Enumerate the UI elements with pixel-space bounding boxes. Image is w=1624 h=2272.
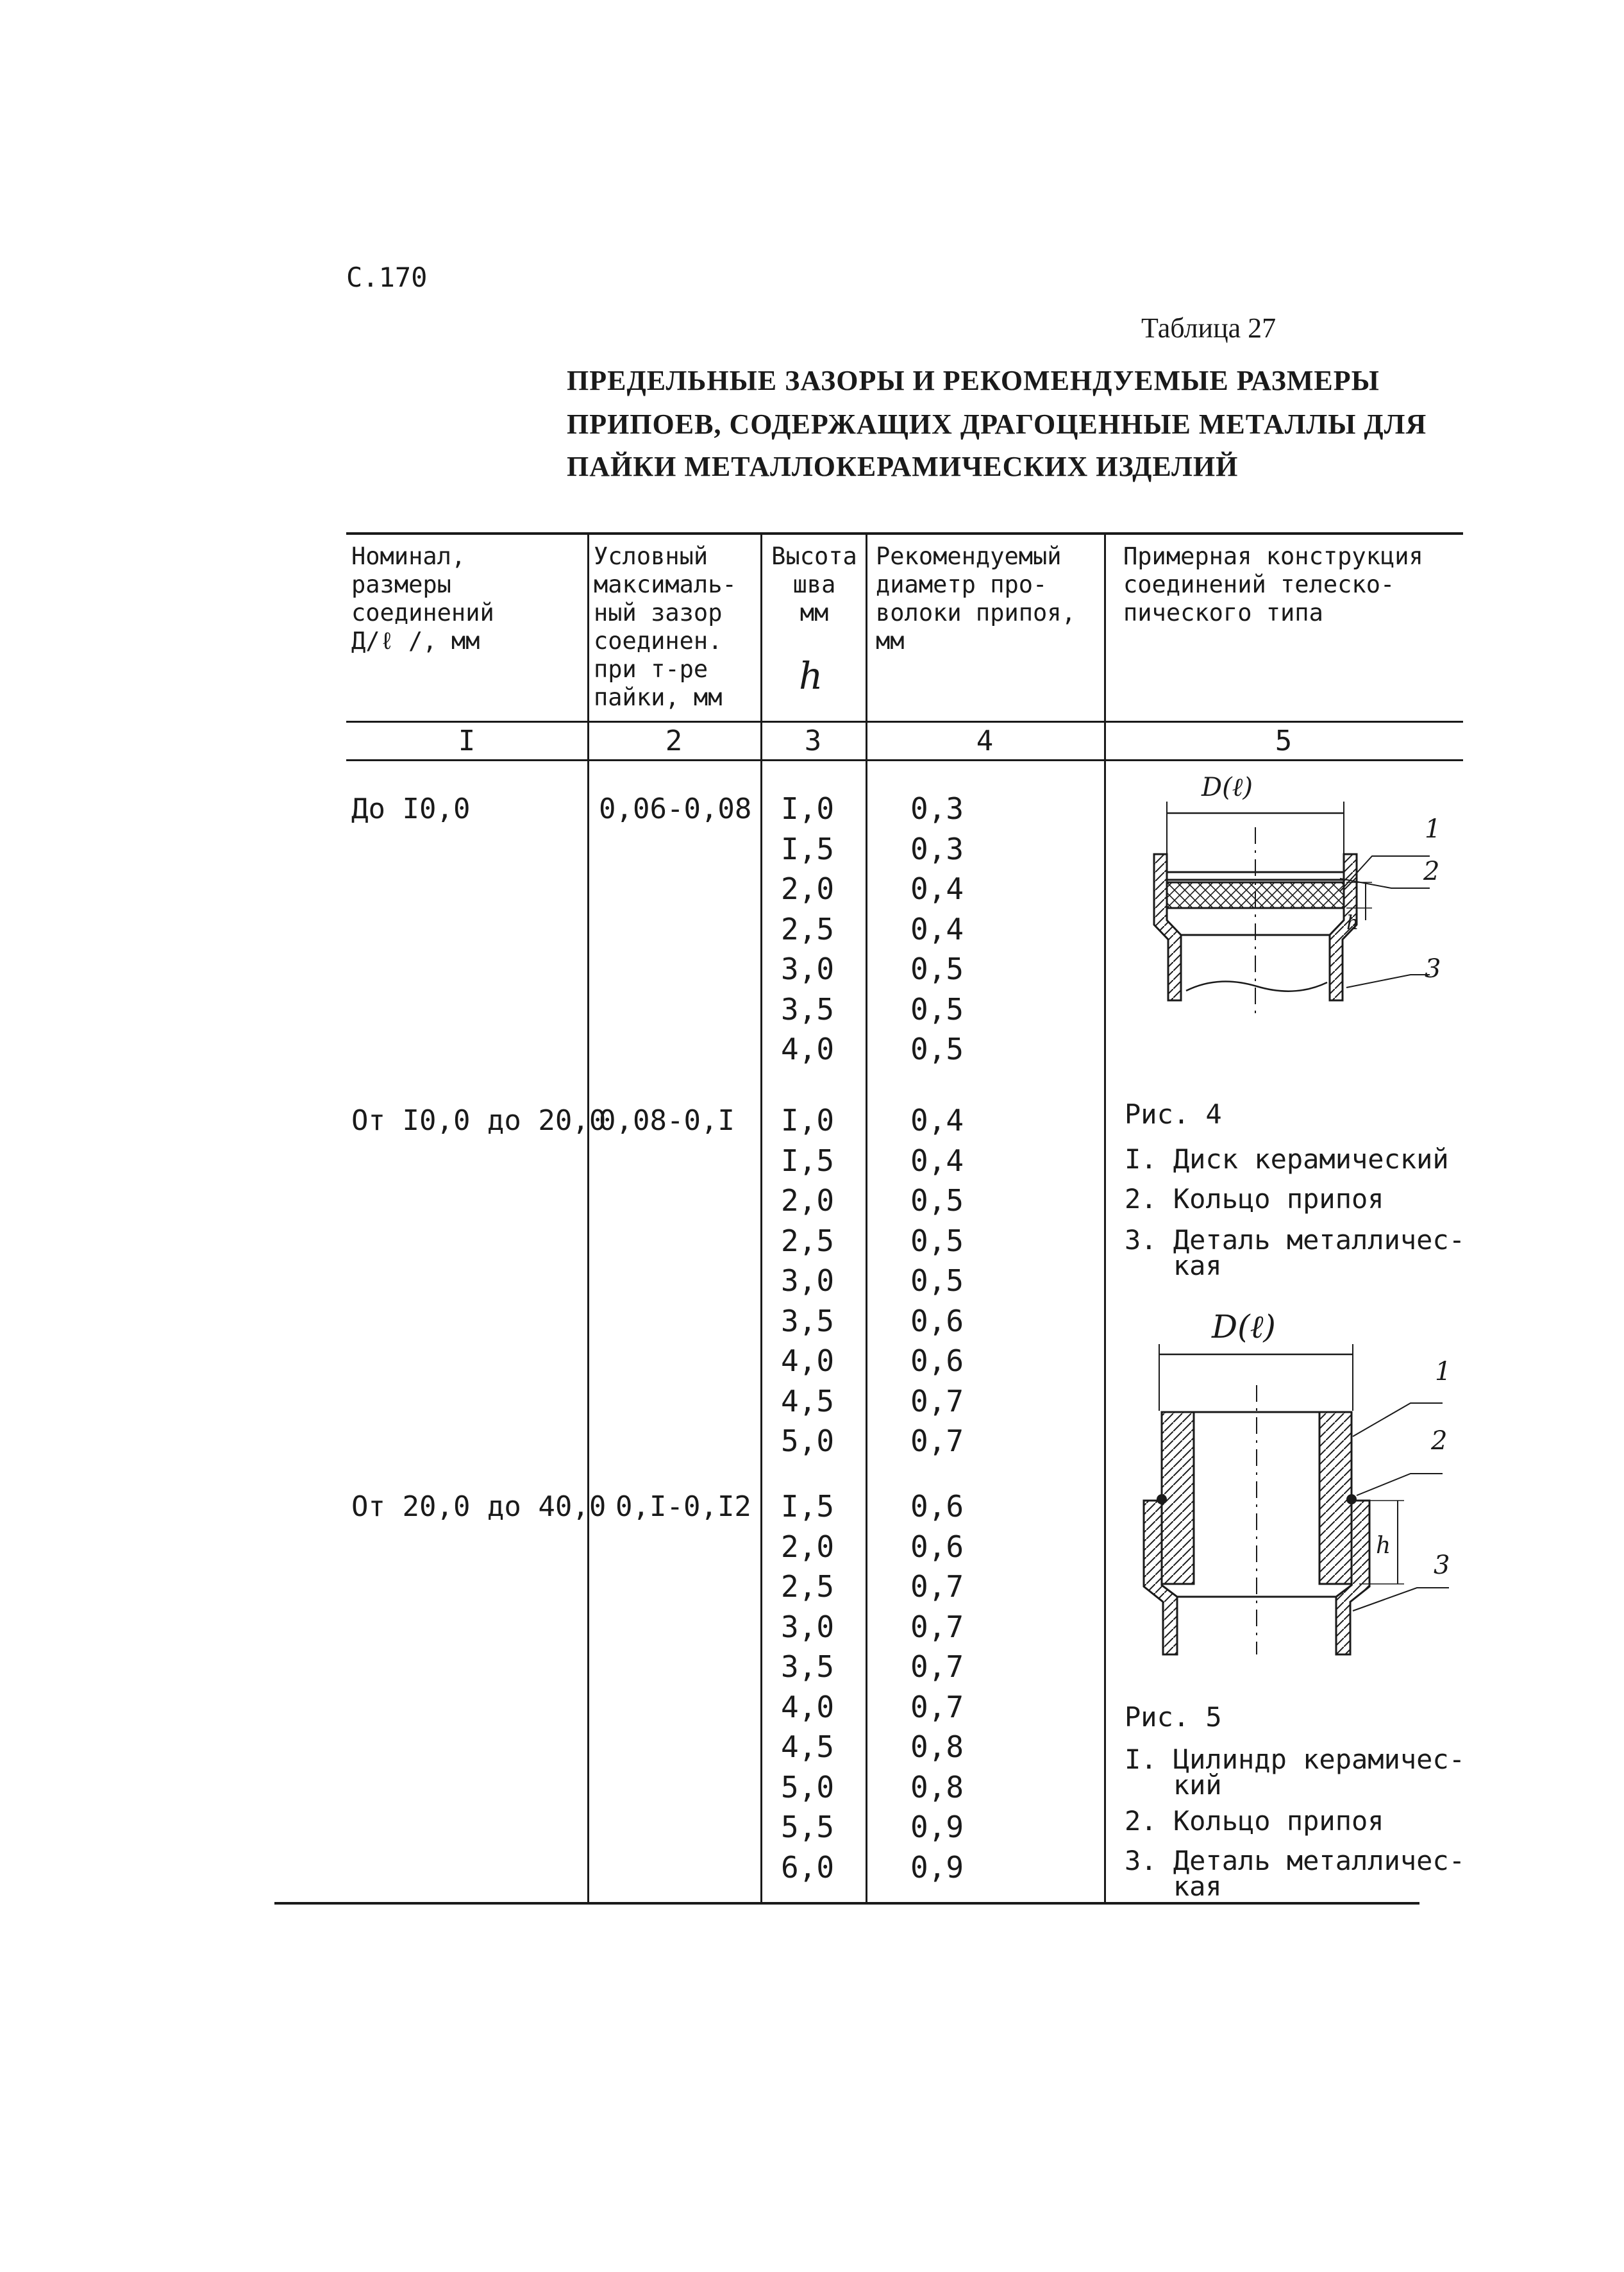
figure-4-callout-3: 3 xyxy=(1425,954,1441,984)
height-value: 3,0 xyxy=(781,1263,835,1298)
figure-5-h-label: h xyxy=(1376,1533,1391,1559)
height-value: 2,5 xyxy=(781,1569,835,1604)
figure-4-caption: Рис. 4 xyxy=(1125,1098,1222,1130)
figure-4-callout-2: 2 xyxy=(1423,857,1440,886)
height-value: 4,0 xyxy=(781,1343,835,1378)
figure-5-legend-1: I. Цилиндр керамичес- кий xyxy=(1125,1744,1466,1801)
diameter-value: 0,5 xyxy=(910,1032,964,1066)
height-value: 6,0 xyxy=(781,1849,835,1885)
table-title-line-2: ПРИПОЕВ, СОДЕРЖАЩИХ ДРАГОЦЕННЫЕ МЕТАЛЛЫ ДЛЯ xyxy=(567,408,1427,440)
diameter-value: 0,9 xyxy=(910,1810,964,1844)
height-value: 5,0 xyxy=(781,1424,835,1458)
figure-5-legend-2: 2. Кольцо припоя xyxy=(1125,1805,1384,1837)
diameter-value: 0,5 xyxy=(910,1183,964,1218)
height-value: 4,5 xyxy=(781,1383,835,1418)
column-number-4: 4 xyxy=(976,725,994,757)
figure-5-dimension-label: D(ℓ) xyxy=(1212,1308,1276,1345)
height-value: I,5 xyxy=(781,831,835,866)
height-value: 3,5 xyxy=(781,1303,835,1338)
page-number: С.170 xyxy=(346,262,428,293)
heights-group-1 xyxy=(781,789,834,1070)
figure-4-legend-3: 3. Деталь металличес- кая xyxy=(1125,1224,1466,1281)
diameter-value: 0,5 xyxy=(910,1263,964,1298)
height-value: 3,5 xyxy=(781,1649,835,1684)
height-value: I,0 xyxy=(781,1103,835,1138)
diameter-value: 0,3 xyxy=(910,831,964,866)
diameter-value: 0,4 xyxy=(910,1103,964,1138)
nominal-cell-group-3: От 20,0 до 40,0 xyxy=(351,1490,607,1523)
table-top-rule xyxy=(346,532,1463,535)
header-nominal: Номинал, размеры соединений Д/ℓ /, мм xyxy=(351,543,494,655)
header-gap: Условный максималь- ный зазор соединен. при т-ре пайки, мм xyxy=(594,543,737,711)
height-value: I,5 xyxy=(781,1143,835,1178)
figure-4-legend-1: I. Диск керамический xyxy=(1125,1143,1449,1175)
diameter-value: 0,6 xyxy=(910,1529,964,1564)
column-number-5: 5 xyxy=(1275,725,1293,757)
diameter-value: 0,4 xyxy=(910,871,964,906)
height-value: 5,5 xyxy=(781,1810,835,1844)
header-seam-height-symbol: h xyxy=(799,654,823,698)
column-number-3: 3 xyxy=(804,725,822,757)
height-value: 2,0 xyxy=(781,1183,835,1218)
table-title-line-1: ПРЕДЕЛЬНЫЕ ЗАЗОРЫ И РЕКОМЕНДУЕМЫЕ РАЗМЕРЫ xyxy=(567,365,1380,396)
heights-group-3 xyxy=(781,1486,834,1887)
figure-5-drawing xyxy=(1128,1315,1462,1648)
table-label: Таблица 27 xyxy=(1141,312,1277,344)
header-wire-diameter: Рекомендуемый диаметр про- волоки припоя, мм xyxy=(876,543,1076,655)
height-value: 4,5 xyxy=(781,1729,835,1764)
figure-4-dimension-label: D(ℓ) xyxy=(1201,773,1253,802)
diameter-value: 0,5 xyxy=(910,1223,964,1258)
height-value: 2,5 xyxy=(781,1223,835,1258)
height-value: 4,0 xyxy=(781,1689,835,1724)
diameter-value: 0,4 xyxy=(910,911,964,947)
figure-4-legend-2: 2. Кольцо припоя xyxy=(1125,1183,1384,1215)
diameter-value: 0,5 xyxy=(910,991,964,1027)
gap-cell-group-2: 0,08-0,I xyxy=(599,1104,735,1137)
height-value: 3,0 xyxy=(781,1609,835,1644)
diameter-value: 0,8 xyxy=(910,1729,964,1764)
column-number-1: I xyxy=(458,725,476,757)
diameter-value: 0,4 xyxy=(910,1143,964,1178)
heights-group-2 xyxy=(781,1100,834,1461)
height-value: 3,5 xyxy=(781,991,835,1027)
table-bottom-rule xyxy=(274,1902,1419,1905)
gap-cell-group-3: 0,I-0,I2 xyxy=(615,1490,751,1523)
header-bottom-rule xyxy=(346,721,1463,723)
height-value: 4,0 xyxy=(781,1032,835,1066)
column-number-2: 2 xyxy=(665,725,683,757)
height-value: 2,5 xyxy=(781,911,835,947)
height-value: 5,0 xyxy=(781,1769,835,1805)
figure-4-drawing xyxy=(1128,782,1462,1026)
table-title-line-3: ПАЙКИ МЕТАЛЛОКЕРАМИЧЕСКИХ ИЗДЕЛИЙ xyxy=(567,451,1239,482)
nominal-cell-group-1: До I0,0 xyxy=(351,793,471,825)
figure-4-callout-1: 1 xyxy=(1425,814,1441,844)
column-number-rule xyxy=(346,759,1463,761)
diameter-value: 0,7 xyxy=(910,1609,964,1644)
diameter-value: 0,6 xyxy=(910,1303,964,1338)
diameters-group-3 xyxy=(910,1486,964,1887)
diameters-group-2 xyxy=(910,1100,964,1461)
diameters-group-1 xyxy=(910,789,964,1070)
header-seam-height: Высота шва мм xyxy=(771,543,857,627)
figure-5-legend-3: 3. Деталь металличес- кая xyxy=(1125,1845,1466,1902)
nominal-cell-group-2: От I0,0 до 20,0 xyxy=(351,1104,607,1137)
figure-5-callout-1: 1 xyxy=(1435,1357,1452,1386)
figure-5-callout-2: 2 xyxy=(1431,1426,1448,1456)
height-value: 2,0 xyxy=(781,1529,835,1564)
diameter-value: 0,8 xyxy=(910,1769,964,1805)
figure-4-h-label: h xyxy=(1346,912,1359,934)
figure-5-callout-3: 3 xyxy=(1434,1551,1450,1580)
diameter-value: 0,9 xyxy=(910,1849,964,1885)
diameter-value: 0,7 xyxy=(910,1569,964,1604)
diameter-value: 0,5 xyxy=(910,952,964,986)
diameter-value: 0,7 xyxy=(910,1383,964,1418)
diameter-value: 0,3 xyxy=(910,791,964,826)
gap-cell-group-1: 0,06-0,08 xyxy=(599,793,752,825)
height-value: 3,0 xyxy=(781,952,835,986)
diameter-value: 0,6 xyxy=(910,1343,964,1378)
diameter-value: 0,7 xyxy=(910,1649,964,1684)
diameter-value: 0,7 xyxy=(910,1424,964,1458)
height-value: I,5 xyxy=(781,1489,835,1524)
diameter-value: 0,6 xyxy=(910,1489,964,1524)
figure-5-caption: Рис. 5 xyxy=(1125,1701,1222,1733)
height-value: I,0 xyxy=(781,791,835,826)
diameter-value: 0,7 xyxy=(910,1689,964,1724)
header-construction: Примерная конструкция соединений телеско- пического типа xyxy=(1123,543,1423,627)
height-value: 2,0 xyxy=(781,871,835,906)
